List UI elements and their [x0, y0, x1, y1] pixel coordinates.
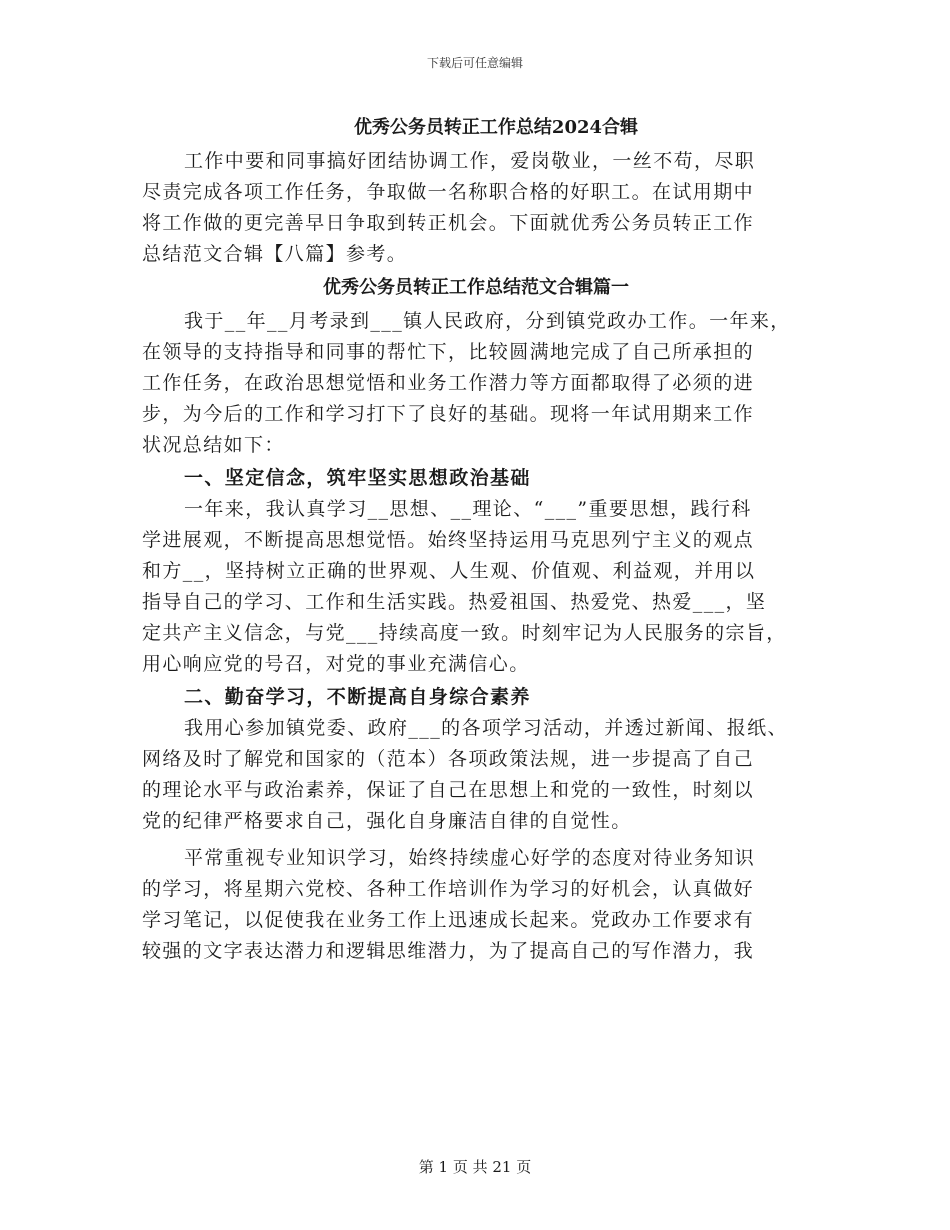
paragraph-line: 总结范文合辑【八篇】参考。 — [142, 243, 408, 265]
paragraph-line: 将工作做的更完善早日争取到转正机会。下面就优秀公务员转正工作 — [142, 212, 755, 234]
paragraph-line: 平常重视专业知识学习，始终持续虚心好学的态度对待业务知识 — [184, 847, 756, 869]
paragraph-line: 用心响应党的号召，对党的事业充满信心。 — [142, 653, 530, 675]
heading-2: 二、勤奋学习，不断提高自身综合素养 — [184, 686, 531, 708]
paragraph-line: 步，为今后的工作和学习打下了良好的基础。现将一年试用期来工作 — [142, 403, 755, 425]
paragraph-line: 状况总结如下： — [142, 434, 285, 456]
paragraph-line: 尽责完成各项工作任务，争取做一名称职合格的好职工。在试用期中 — [142, 181, 755, 203]
paragraph-line: 一年来，我认真学习__思想、__理论、“___”重要思想，践行科 — [184, 498, 752, 520]
paragraph-1 — [142, 306, 810, 461]
paragraph-line: 和方__，坚持树立正确的世界观、人生观、价值观、利益观，并用以 — [142, 560, 756, 582]
paragraph-3 — [142, 713, 810, 837]
paragraph-line: 工作任务，在政治思想觉悟和业务工作潜力等方面都取得了必须的进 — [142, 372, 755, 394]
intro-paragraph — [142, 146, 810, 270]
paragraph-line: 工作中要和同事搞好团结协调工作，爱岗敬业，一丝不苟，尽职 — [184, 150, 756, 172]
paragraph-4 — [142, 843, 810, 967]
paragraph-line: 较强的文字表达潜力和逻辑思维潜力，为了提高自己的写作潜力，我 — [142, 940, 755, 962]
heading-1: 一、坚定信念，筑牢坚实思想政治基础 — [184, 467, 531, 489]
header-note: 下载后可任意编辑 — [426, 56, 523, 70]
document-title: 优秀公务员转正工作总结2024合辑 — [353, 117, 639, 138]
paragraph-line: 学习笔记，以促使我在业务工作上迅速成长起来。党政办工作要求有 — [142, 909, 755, 931]
paragraph-line: 在领导的支持指导和同事的帮忙下，比较圆满地完成了自己所承担的 — [142, 341, 755, 363]
document-body — [142, 110, 810, 967]
paragraph-line: 我用心参加镇党委、政府___的各项学习活动，并透过新闻、报纸、 — [184, 717, 788, 739]
paragraph-line: 学进展观，不断提高思想觉悟。始终坚持运用马克思列宁主义的观点 — [142, 529, 755, 551]
paragraph-line: 定共产主义信念，与党___持续高度一致。时刻牢记为人民服务的宗旨， — [142, 622, 787, 644]
paragraph-line: 的理论水平与政治素养，保证了自己在思想上和党的一致性，时刻以 — [142, 779, 755, 801]
paragraph-line: 我于__年__月考录到___镇人民政府，分到镇党政办工作。一年来， — [184, 310, 791, 332]
paragraph-line: 党的纪律严格要求自己，强化自身廉洁自律的自觉性。 — [142, 810, 632, 832]
paragraph-line: 的学习，将星期六党校、各种工作培训作为学习的好机会，认真做好 — [142, 878, 755, 900]
page-indicator: 第 1 页 共 21 页 — [418, 1158, 532, 1176]
paragraph-2 — [142, 494, 810, 680]
paragraph-line: 指导自己的学习、工作和生活实践。热爱祖国、热爱党、热爱___，坚 — [142, 591, 767, 613]
section-title: 优秀公务员转正工作总结范文合辑篇一 — [323, 277, 629, 298]
paragraph-line: 网络及时了解党和国家的（范本）各项政策法规，进一步提高了自己 — [142, 748, 755, 770]
